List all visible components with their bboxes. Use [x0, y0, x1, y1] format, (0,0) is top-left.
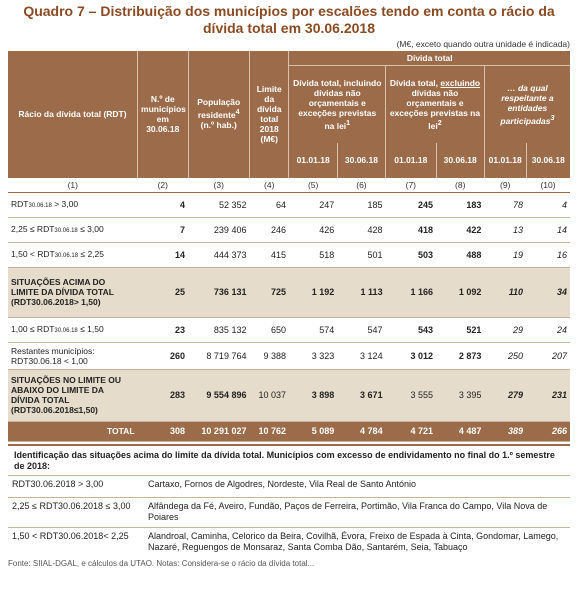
header-rdt: Rácio da dívida total (RDT)	[8, 51, 138, 177]
cell: 9 554 896	[188, 369, 249, 421]
cell: 3 323	[289, 342, 337, 369]
cell: 183	[436, 192, 484, 217]
column-number: (9)	[484, 177, 526, 192]
column-number: (10)	[526, 177, 570, 192]
header-date: 30.06.18	[337, 143, 385, 177]
cell: 10 037	[249, 369, 289, 421]
municipality-list: Cartaxo, Fornos de Algodres, Nordeste, Vila Real de Santo António	[144, 475, 570, 497]
cell: 19	[484, 242, 526, 267]
cell: 521	[436, 317, 484, 342]
range-label: RDT30.06.2018 > 3,00	[8, 475, 144, 497]
municipality-list: Alfândega da Fé, Aveiro, Fundão, Paços de Ferreira, Portimão, Vila Franca do Campo, Vila Nova de Poiares	[144, 497, 570, 527]
cell: 736 131	[188, 267, 249, 317]
cell: 650	[249, 317, 289, 342]
row-label: SITUAÇÕES NO LIMITE OU ABAIXO DO LIMITE DA DÍVIDA TOTAL (RDT30.06.2018≤1,50)	[8, 369, 138, 421]
identification-title: Identificação das situações acima do limite da dívida total. Municípios com excesso de endividamento no final do 1.º semestre de 2018:	[14, 449, 555, 471]
cell: 9 388	[249, 342, 289, 369]
column-number: (6)	[337, 177, 385, 192]
table-title: Quadro 7 – Distribuição dos municípios por escalões tendo em conta o rácio da dívida total em 30.06.2018	[23, 3, 555, 36]
list-item	[8, 527, 570, 557]
footer-note: Fonte: SIIAL-DGAL, e cálculos da UTAO. Notas: Considera-se o rácio da dívida total...	[8, 559, 315, 568]
header-date: 01.01.18	[386, 143, 436, 177]
cell: 14	[526, 217, 570, 242]
column-number: (4)	[249, 177, 289, 192]
column-number: (2)	[138, 177, 188, 192]
cell: 1 113	[337, 267, 385, 317]
table-row	[8, 242, 570, 267]
cell: 260	[138, 342, 188, 369]
header-divida-incluindo: Dívida total, incluindo dívidas não orçamentais e exceções previstas na lei$^1$	[289, 65, 386, 143]
header-limite: Limite da dívida total 2018 (M€)	[249, 51, 289, 177]
table-row	[8, 317, 570, 342]
cell: 3 898	[289, 369, 337, 421]
cell: 3 395	[436, 369, 484, 421]
cell: 239 406	[188, 217, 249, 242]
header-num-municipios: N.º de municípios em 30.06.18	[138, 51, 188, 177]
column-number-row	[8, 177, 570, 192]
cell: 24	[526, 317, 570, 342]
column-number: (7)	[386, 177, 436, 192]
cell: 8 719 764	[188, 342, 249, 369]
cell: 2 873	[436, 342, 484, 369]
header-date: 01.01.18	[289, 143, 337, 177]
row-label: Restantes municípios: RDT30.06.18 < 1,00	[8, 342, 138, 369]
cell: 518	[289, 242, 337, 267]
cell: 29	[484, 317, 526, 342]
cell: 501	[337, 242, 385, 267]
cell: 543	[386, 317, 436, 342]
row-label: 1,00 ≤ RDT30.06.18 ≤ 1,50	[8, 317, 138, 342]
column-number: (8)	[436, 177, 484, 192]
column-number: (5)	[289, 177, 337, 192]
municipality-list: Alandroal, Caminha, Celorico da Beira, Covilhã, Évora, Freixo de Espada à Cinta, Gondomar, Lamego, Nazaré, Reguengos de Monsaraz, Santa Comba Dão, Santarém, Seia, Tabuaço	[144, 527, 570, 557]
cell: 5 089	[289, 421, 337, 441]
debt-ratio-table	[8, 51, 570, 442]
header-divida-total: Dívida total	[289, 51, 570, 65]
cell: 207	[526, 342, 570, 369]
cell: 4 721	[386, 421, 436, 441]
cell: 10 291 027	[188, 421, 249, 441]
cell: 231	[526, 369, 570, 421]
cell: 422	[436, 217, 484, 242]
range-label: 1,50 < RDT30.06.2018< 2,25	[8, 527, 144, 557]
cell: 23	[138, 317, 188, 342]
cell: 3 555	[386, 369, 436, 421]
cell: 185	[337, 192, 385, 217]
unit-note: (M€, exceto quando outra unidade é indicada)	[396, 39, 570, 49]
cell: 283	[138, 369, 188, 421]
cell: 3 012	[386, 342, 436, 369]
cell: 279	[484, 369, 526, 421]
header-date: 30.06.18	[526, 143, 570, 177]
table-row	[8, 342, 570, 369]
cell: 389	[484, 421, 526, 441]
cell: 52 352	[188, 192, 249, 217]
column-number: (1)	[8, 177, 138, 192]
cell: 250	[484, 342, 526, 369]
cell: 10 762	[249, 421, 289, 441]
cell: 246	[249, 217, 289, 242]
header-entidades-participadas: … da qual respeitante a entidades participadas$^3$	[484, 65, 570, 143]
cell: 34	[526, 267, 570, 317]
cell: 247	[289, 192, 337, 217]
cell: 3 671	[337, 369, 385, 421]
row-label: RDT30.06.18 > 3,00	[8, 192, 138, 217]
summary-row-above-limit	[8, 267, 570, 317]
row-label: TOTAL	[8, 421, 138, 441]
cell: 418	[386, 217, 436, 242]
list-item	[8, 497, 570, 527]
cell: 1 192	[289, 267, 337, 317]
cell: 835 132	[188, 317, 249, 342]
cell: 7	[138, 217, 188, 242]
header-date: 01.01.18	[484, 143, 526, 177]
identification-table	[8, 475, 570, 558]
cell: 308	[138, 421, 188, 441]
cell: 725	[249, 267, 289, 317]
header-populacao: População residente$^4$ (n.º hab.)	[188, 51, 249, 177]
cell: 503	[386, 242, 436, 267]
cell: 16	[526, 242, 570, 267]
cell: 266	[526, 421, 570, 441]
cell: 426	[289, 217, 337, 242]
cell: 444 373	[188, 242, 249, 267]
row-label: SITUAÇÕES ACIMA DO LIMITE DA DÍVIDA TOTAL (RDT30.06.2018> 1,50)	[8, 267, 138, 317]
header-divida-excluindo: Dívida total, excluindo dívidas não orçamentais e exceções previstas na lei$^2$	[386, 65, 485, 143]
cell: 13	[484, 217, 526, 242]
cell: 4 784	[337, 421, 385, 441]
cell: 25	[138, 267, 188, 317]
cell: 574	[289, 317, 337, 342]
cell: 1 092	[436, 267, 484, 317]
cell: 488	[436, 242, 484, 267]
cell: 3 124	[337, 342, 385, 369]
header-date: 30.06.18	[436, 143, 484, 177]
cell: 110	[484, 267, 526, 317]
table-row	[8, 217, 570, 242]
summary-row-within-limit	[8, 369, 570, 421]
identification-section	[8, 444, 570, 475]
row-label: 2,25 ≤ RDT30.06.18 ≤ 3,00	[8, 217, 138, 242]
cell: 78	[484, 192, 526, 217]
cell: 547	[337, 317, 385, 342]
range-label: 2,25 ≤ RDT30.06.2018 ≤ 3,00	[8, 497, 144, 527]
cell: 415	[249, 242, 289, 267]
cell: 428	[337, 217, 385, 242]
cell: 1 166	[386, 267, 436, 317]
total-row	[8, 421, 570, 441]
column-number: (3)	[188, 177, 249, 192]
cell: 64	[249, 192, 289, 217]
cell: 14	[138, 242, 188, 267]
row-label: 1,50 < RDT30.06.18 ≤ 2,25	[8, 242, 138, 267]
cell: 4 487	[436, 421, 484, 441]
cell: 4	[138, 192, 188, 217]
cell: 4	[526, 192, 570, 217]
list-item	[8, 475, 570, 497]
table-row	[8, 192, 570, 217]
cell: 245	[386, 192, 436, 217]
